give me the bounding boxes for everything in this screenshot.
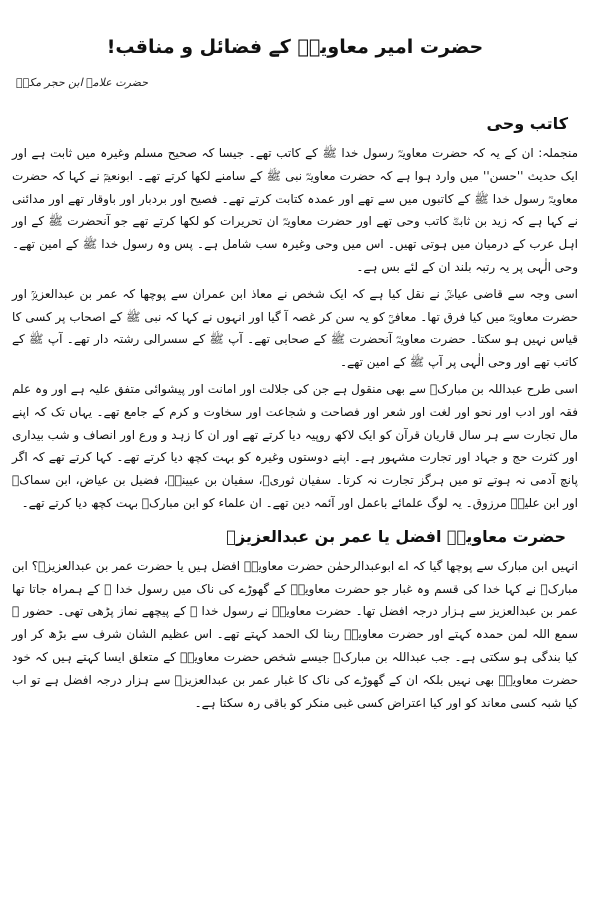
paragraph: منجملہ: ان کے یہ کہ حضرت معاویہؓ رسول خدا ﷺ کے کاتب تھے۔ جیسا کہ صحیح مسلم وغیرہ میں ثابت ہے اور ایک حدیث ''حسن'' میں وارد ہوا ہے کہ حضرت معاویہؓ نبی ﷺ کے سامنے لکھا کرتے تھے۔ ابونعیمؒ نے کہا کہ حضرت معاویہؓ رسول خدا ﷺ کے کاتبوں میں سے تھے اور عمدہ کتابت کرتے تھے۔ فصیح اور بردبار اور باوقار تھے اور مدائنی نے کہا ہے کہ زید بن ثابتؓ کاتب وحی تھے اور حضرت معاویہؓ ان تحریرات کو لکھا کرتے تھے جو آنحضرت ﷺ کے اور اہل عرب کے درمیان میں ہوتی تھیں۔ اس میں وحی وغیرہ سب شامل ہے۔ پس وہ رسول خدا ﷺ کے امین تھے۔ وحی الٰہی پر یہ رتبہ بلند ان کے لئے بس ہے۔: [12, 146, 578, 274]
section-heading-afzal: حضرت معاویہؓ افضل یا عمر بن عبدالعزیزؒ: [226, 526, 566, 546]
paragraph: اسی وجہ سے قاضی عیاضؒ نے نقل کیا ہے کہ ایک شخص نے معاذ ابن عمران سے پوچھا کہ عمر بن عبدالعزیزؒ اور حضرت معاویہؓ میں کیا فرق تھا۔ معافیؒ کو یہ سن کر غصہ آ گیا اور انہوں نے کہا کہ نبی ﷺ کے اصحاب پر کسی کا قیاس نہیں ہو سکتا۔ حضرت معاویہؓ آنحضرت ﷺ کے صحابی تھے۔ آپ ﷺ کے سسرالی رشتہ دار تھے۔ آپ ﷺ کے کاتب تھے اور وحی الٰہی پر آپ ﷺ کے امین تھے۔: [12, 286, 578, 370]
paragraph: انہیں ابن مبارک سے پوچھا گیا کہ اے ابوعبدالرحمٰن حضرت معاویہؓ افضل ہیں یا حضرت عمر بن عبدالعزیزؒ؟ ابن مبارکؒ نے کہا خدا کی قسم وہ غبار جو حضرت معاویہؓ کے گھوڑے کی ناک میں رسول خدا ﷺ کے ہمراہ جاتا تھا عمر بن عبدالعزیز سے ہزار درجہ افضل تھا۔ حضرت معاویہؓ نے رسول خدا ﷺ کے پیچھے نماز پڑھی تھی۔ حضور ﷺ سمع اللہ لمن حمدہ کہتے اور حضرت معاویہؓ ربنا لک الحمد کہتے تھے۔ اس عظیم الشان شرف سے بڑھ کر اور کیا بندگی ہو سکتی ہے۔ جب عبداللہ بن مبارکؒ جیسے شخص حضرت معاویہؓ کے متعلق ایسا کہتے ہیں کہ خود حضرت معاویہؓ بھی نہیں بلکہ ان کے گھوڑے کی ناک کا غبار عمر بن عبدالعزیزؒ سے ہزار درجہ افضل ہے تو اب کیا شبہ کسی معاند کو اور کیا اعتراض کسی غبی منکر کو باقی رہ سکتا ہے۔: [12, 558, 578, 710]
section-heading-katib-wahi: کاتب وحی: [486, 114, 568, 133]
author-line: حضرت علامہ ابن حجر مکیؒ: [16, 76, 148, 89]
paragraph: اسی طرح عبداللہ بن مبارکؒ سے بھی منقول ہے جن کی جلالت اور امانت اور پیشوائی متفق علیہ ہے اور وہ علم فقہ اور ادب اور نحو اور لغت اور شعر اور فصاحت و شجاعت اور سخاوت و کرم کے جامع تھے۔ یہاں تک کہ اپنے مال تجارت سے ہر سال قاریان قرآن کو ایک لاکھ روپیہ دیا کرتے تھے اور ان کا زہد و ورع اور انصاف و شب بیداری اور کثرت حج و جہاد اور تجارت مشہور ہے۔ اپنے دوستوں وغیرہ کو بہت کچھ دیا کرتے تھے۔ کہا کرتے تھے کہ اگر پانچ آدمی نہ ہوتے تو میں ہرگز تجارت نہ کرتا۔ سفیان ثوریؒ، سفیان بن عیینہؒ، فضیل بن عیاض، ابن سماکؒ اور ابن علیہؒ مرزوق۔ یہ لوگ علمائے باعمل اور آئمہ دین تھے۔ ان علماء کو ابن مبارکؒ بہت کچھ دیا کرتے تھے۔: [12, 381, 578, 510]
page-title: حضرت امیر معاویہؓ کے فضائل و مناقب!: [106, 36, 484, 58]
